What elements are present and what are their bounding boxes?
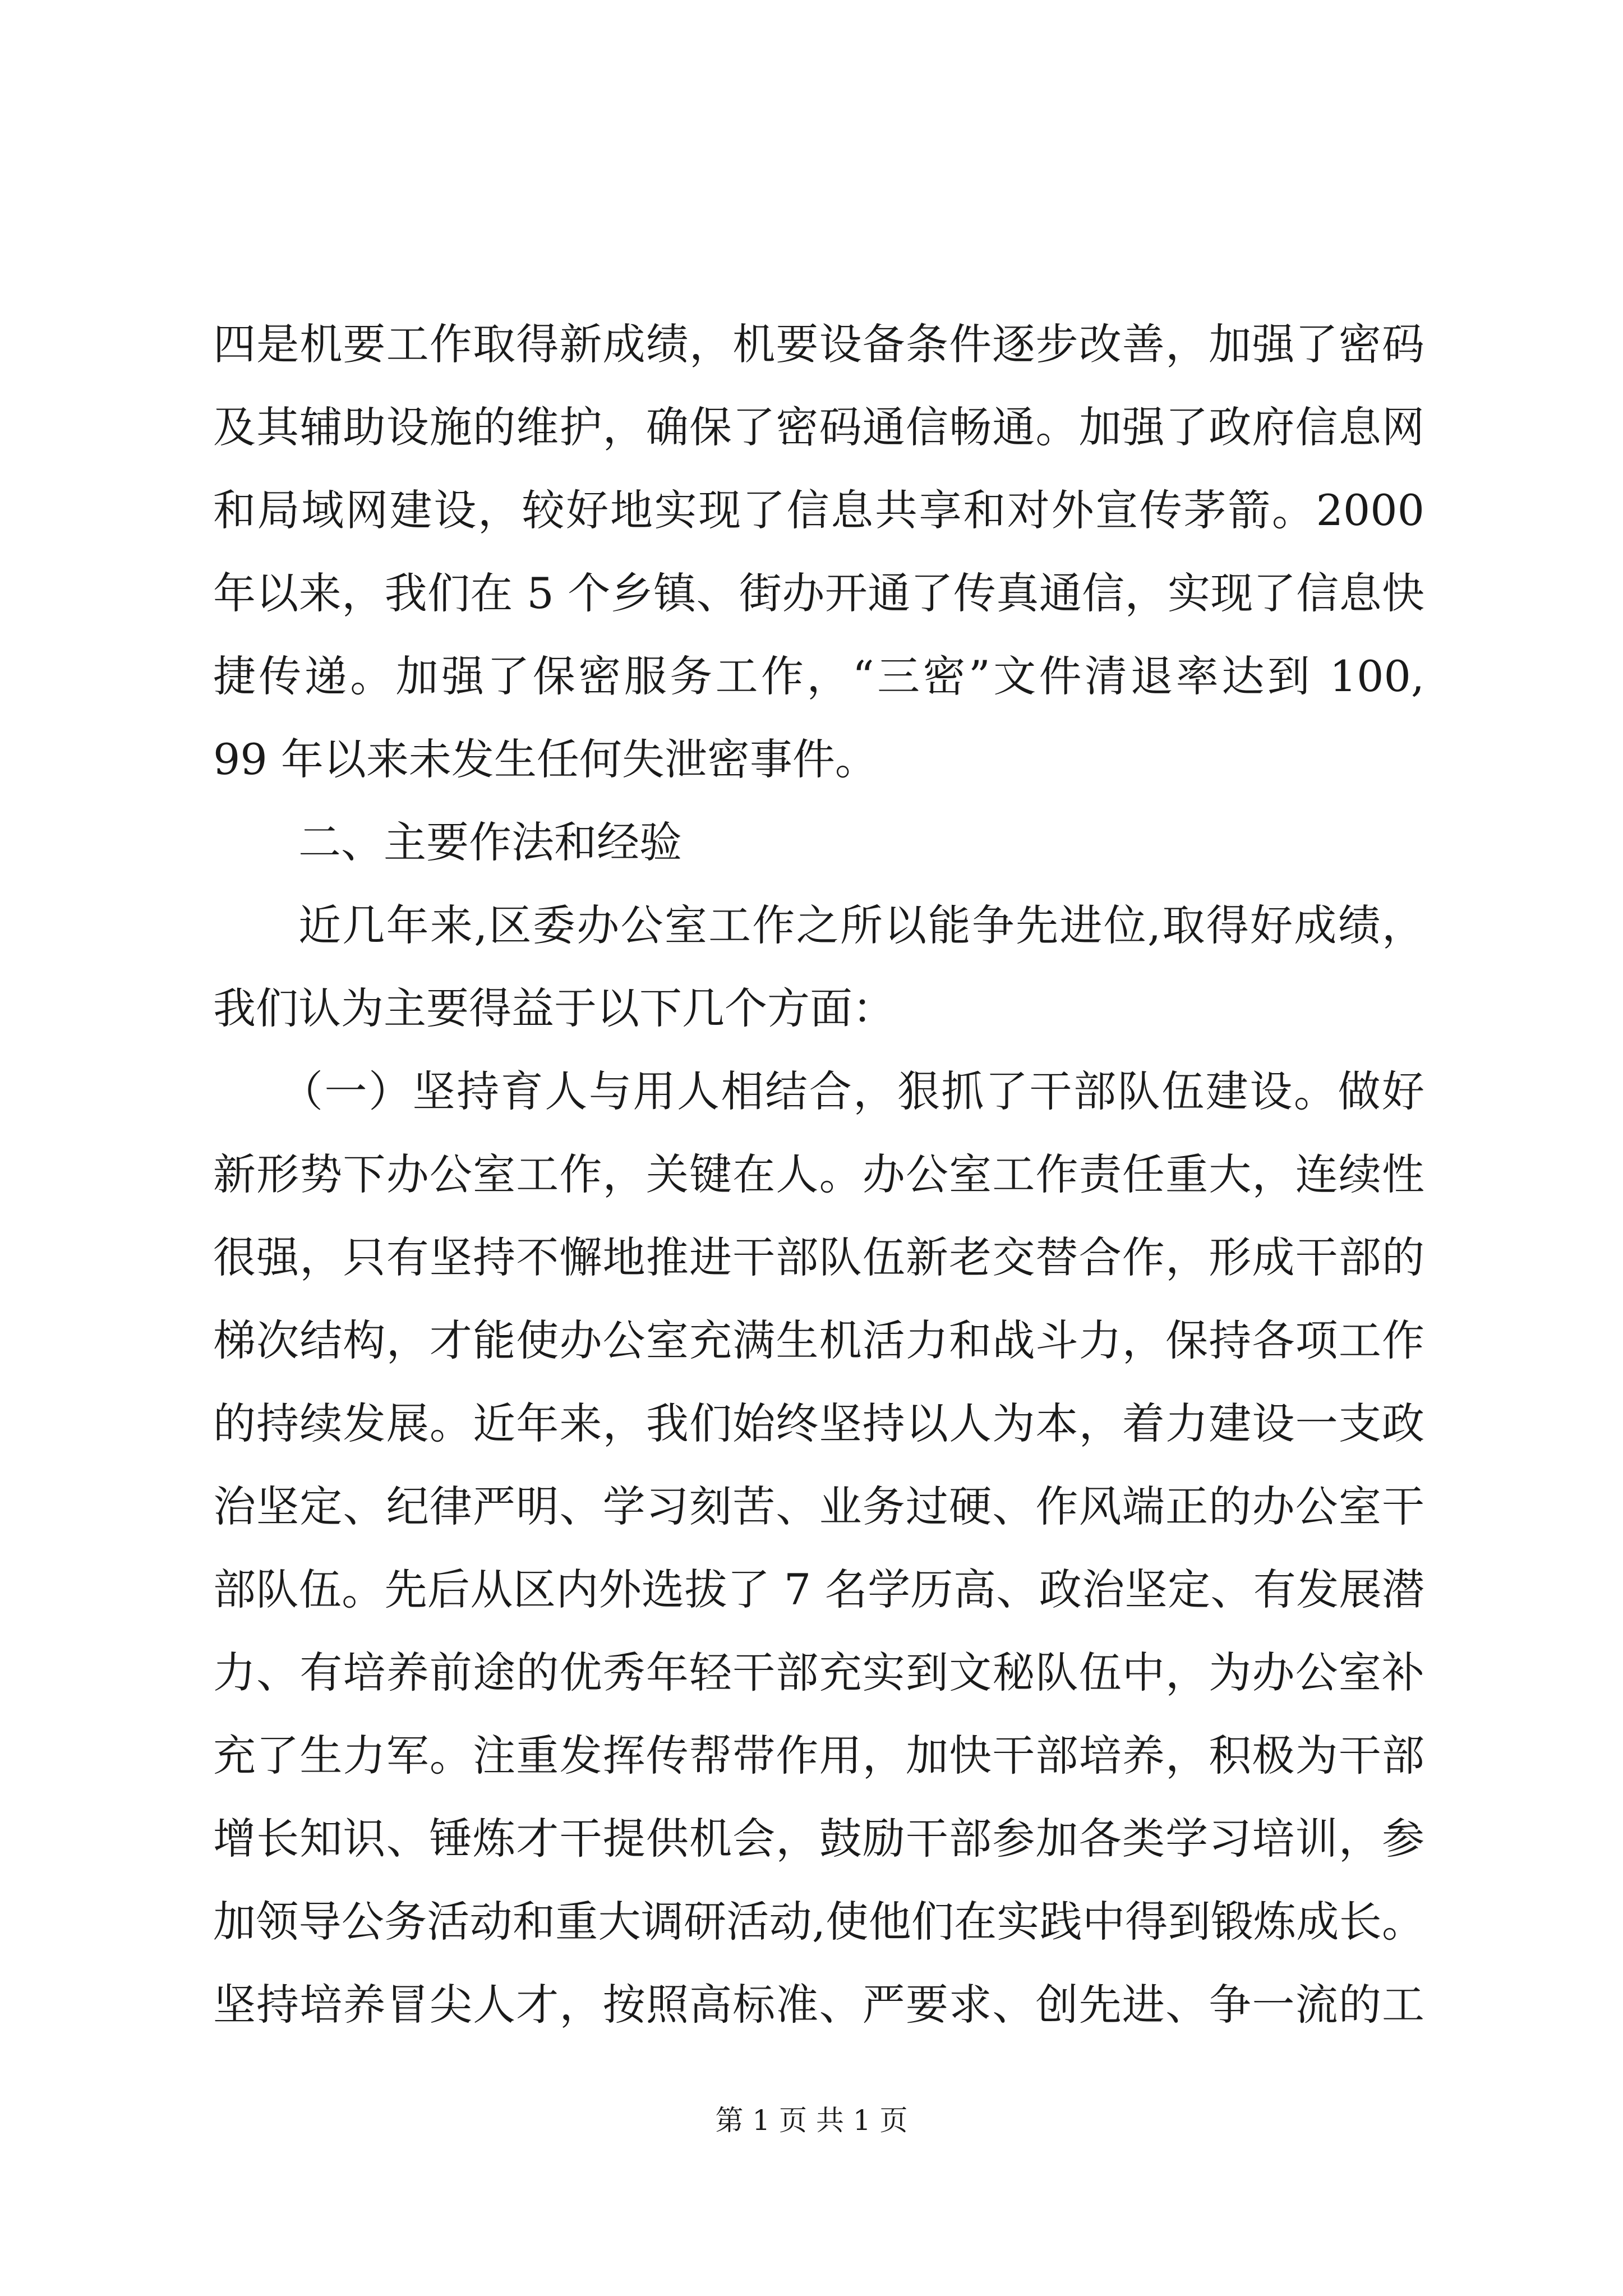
- text-line: 部队伍。先后从区内外选拔了 7 名学历高、政治坚定、有发展潜: [213, 1565, 1424, 1614]
- text-line: 新形势下办公室工作，关键在人。办公室工作责任重大，连续性: [213, 1149, 1424, 1199]
- text-line: 四是机要工作取得新成绩，机要设备条件逐步改善，加强了密码: [213, 319, 1424, 369]
- text-line: 我们认为主要得益于以下几个方面：: [213, 983, 895, 1033]
- page-footer: [0, 2098, 1623, 2138]
- text-line: 近几年来,区委办公室工作之所以能争先进位,取得好成绩，: [298, 900, 1424, 950]
- page-number: 第 1 页 共 1 页: [715, 2104, 908, 2137]
- text-line: 加领导公务活动和重大调研活动,使他们在实践中得到锻炼成长。: [213, 1897, 1424, 1947]
- text-line: 及其辅助设施的维护，确保了密码通信畅通。加强了政府信息网: [213, 402, 1424, 452]
- text-line: 捷传递。加强了保密服务工作，“三密”文件清退率达到 100,: [213, 651, 1424, 701]
- text-line: 增长知识、锤炼才干提供机会，鼓励干部参加各类学习培训，参: [213, 1814, 1424, 1864]
- subsection-line: （一）坚持育人与用人相结合，狠抓了干部队伍建设。做好: [280, 1066, 1424, 1116]
- text-line: 99 年以来未发生任何失泄密事件。: [213, 734, 878, 784]
- text-line: 和局域网建设，较好地实现了信息共享和对外宣传茅箭。2000: [213, 485, 1424, 535]
- text-line: 的持续发展。近年来，我们始终坚持以人为本，着力建设一支政: [213, 1398, 1424, 1448]
- section-heading: 二、主要作法和经验: [298, 817, 682, 867]
- text-line: 梯次结构，才能使办公室充满生机活力和战斗力，保持各项工作: [213, 1315, 1424, 1365]
- text-line: 年以来，我们在 5 个乡镇、街办开通了传真通信，实现了信息快: [213, 568, 1424, 618]
- text-line: 充了生力军。注重发挥传帮带作用，加快干部培养，积极为干部: [213, 1731, 1424, 1780]
- text-line: 治坚定、纪律严明、学习刻苦、业务过硬、作风端正的办公室干: [213, 1481, 1424, 1531]
- text-line: 力、有培养前途的优秀年轻干部充实到文秘队伍中，为办公室补: [213, 1648, 1424, 1697]
- document-body: [213, 303, 1424, 2046]
- text-line: 很强，只有坚持不懈地推进干部队伍新老交替合作，形成干部的: [213, 1232, 1424, 1282]
- text-line: 坚持培养冒尖人才，按照高标准、严要求、创先进、争一流的工: [213, 1980, 1424, 2030]
